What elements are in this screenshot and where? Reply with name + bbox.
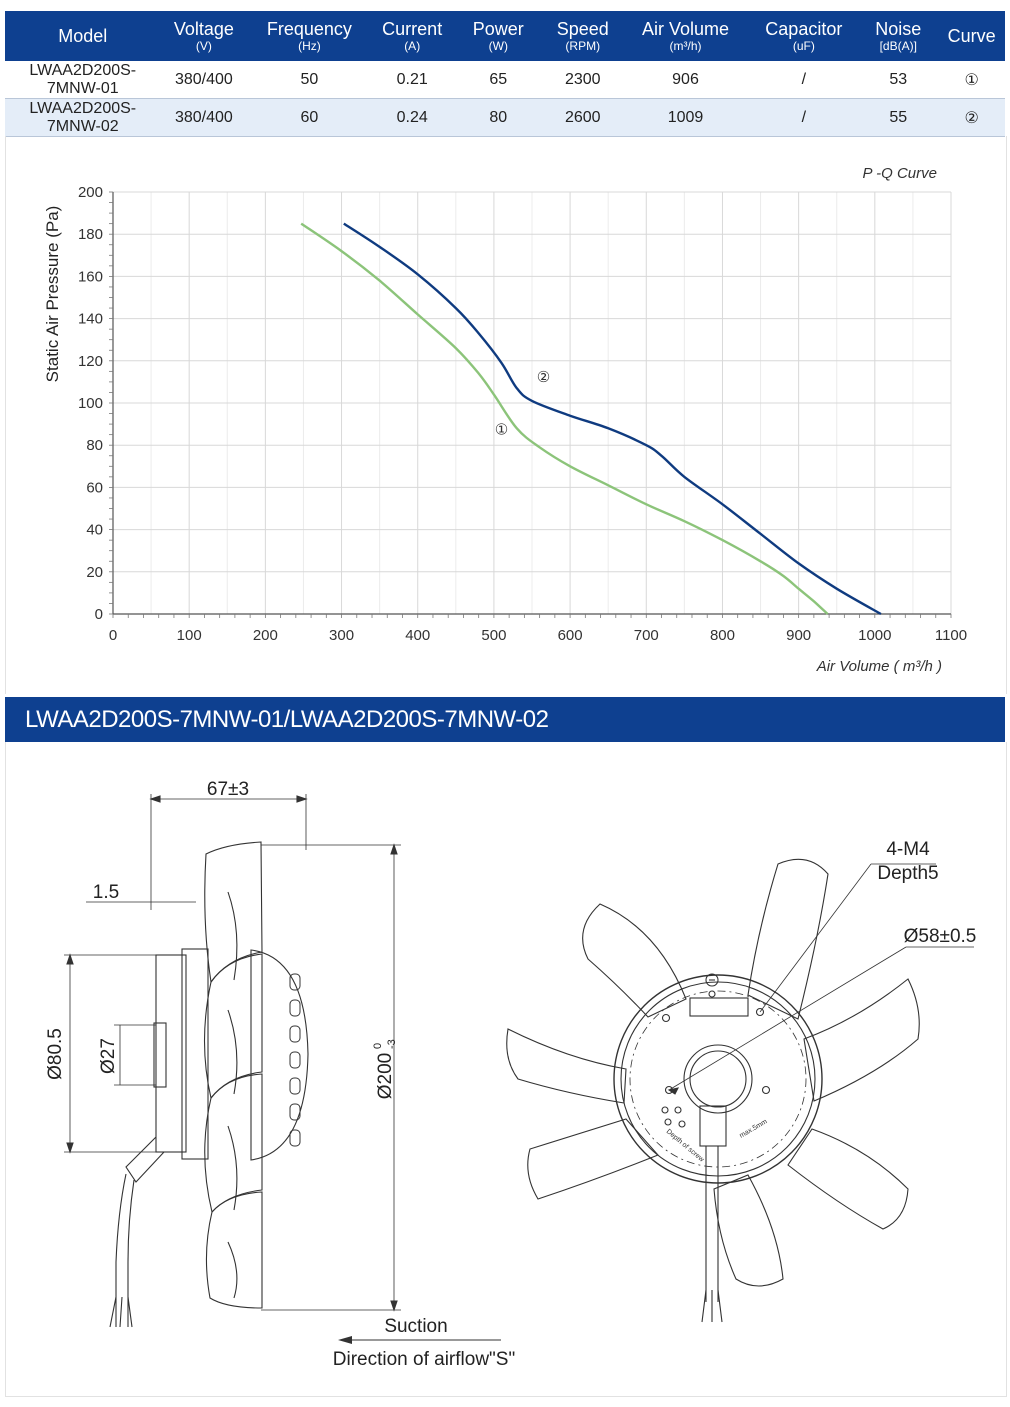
cell-air-volume: 906 bbox=[622, 61, 750, 99]
cell-capacitor: / bbox=[749, 99, 858, 137]
drawing-panel bbox=[5, 742, 1007, 1397]
chart-grid bbox=[113, 192, 951, 614]
suction-label: Suction bbox=[384, 1316, 448, 1337]
label-max-depth: max.5mm bbox=[738, 1118, 769, 1140]
cell-speed: 2600 bbox=[544, 99, 622, 137]
pq-chart-panel bbox=[5, 136, 1007, 694]
cell-voltage: 380/400 bbox=[161, 99, 248, 137]
y-tick-label: 80 bbox=[86, 437, 103, 455]
header-speed: Speed (RPM) bbox=[544, 11, 622, 61]
cell-frequency: 60 bbox=[247, 99, 371, 137]
x-axis-label: Air Volume ( m³/h ) bbox=[816, 658, 942, 675]
cell-air-volume: 1009 bbox=[622, 99, 750, 137]
header-voltage: Voltage (V) bbox=[161, 11, 248, 61]
cell-curve: ② bbox=[938, 99, 1005, 137]
y-tick-label: 60 bbox=[86, 479, 103, 497]
cell-voltage: 380/400 bbox=[161, 61, 248, 99]
cell-model: LWAA2D200S-7MNW-01 bbox=[5, 61, 161, 99]
airflow-label: Direction of airflow"S" bbox=[332, 1349, 516, 1370]
y-tick-label: 180 bbox=[77, 226, 103, 244]
dim-fan-dia-group bbox=[372, 1039, 398, 1099]
chart-axes bbox=[78, 184, 967, 644]
x-tick-label: 300 bbox=[329, 627, 355, 644]
cell-frequency: 50 bbox=[247, 61, 371, 99]
header-current: Current (A) bbox=[372, 11, 453, 61]
table-header-row bbox=[5, 11, 1005, 61]
pq-chart bbox=[6, 136, 1006, 694]
header-curve: Curve bbox=[938, 11, 1005, 61]
curve-label-2: ② bbox=[536, 367, 551, 386]
y-axis-label: Static Air Pressure (Pa) bbox=[43, 205, 62, 383]
dim-hub: Ø80.5 bbox=[45, 1028, 66, 1080]
cell-power: 65 bbox=[453, 61, 544, 99]
cell-current: 0.21 bbox=[372, 61, 453, 99]
y-tick-label: 200 bbox=[77, 184, 103, 201]
header-model: Model bbox=[5, 11, 161, 61]
x-tick-label: 1000 bbox=[858, 627, 892, 644]
airflow-arrow bbox=[338, 1336, 501, 1344]
cell-model: LWAA2D200S-7MNW-02 bbox=[5, 99, 161, 137]
cell-speed: 2300 bbox=[544, 61, 622, 99]
dim-fan-tol-lower: -3 bbox=[386, 1039, 398, 1049]
header-power: Power (W) bbox=[453, 11, 544, 61]
x-tick-label: 1100 bbox=[934, 627, 968, 644]
y-tick-label: 0 bbox=[94, 606, 103, 623]
curve-label-1: ① bbox=[494, 420, 509, 439]
y-tick-label: 140 bbox=[77, 310, 103, 328]
cell-noise: 55 bbox=[858, 99, 938, 137]
y-tick-label: 120 bbox=[77, 352, 103, 370]
header-air-volume: Air Volume (m³/h) bbox=[622, 11, 750, 61]
header-noise: Noise [dB(A)] bbox=[858, 11, 938, 61]
dim-depth: Depth5 bbox=[877, 863, 939, 884]
drawing-banner bbox=[5, 697, 1005, 742]
header-frequency: Frequency (Hz) bbox=[247, 11, 371, 61]
drawing-banner-title: LWAA2D200S-7MNW-01/LWAA2D200S-7MNW-02 bbox=[25, 706, 549, 733]
cell-curve: ① bbox=[938, 61, 1005, 99]
table-row bbox=[5, 99, 1005, 137]
x-tick-label: 900 bbox=[786, 627, 812, 644]
dim-shaft: Ø27 bbox=[98, 1038, 119, 1074]
chart-series bbox=[301, 224, 881, 614]
series-line-2 bbox=[344, 224, 881, 614]
x-tick-label: 700 bbox=[633, 627, 659, 644]
dim-width: 67±3 bbox=[206, 779, 250, 800]
label-depth-of-screw: Depth of screw bbox=[664, 1128, 705, 1164]
y-tick-label: 20 bbox=[86, 563, 103, 581]
x-tick-label: 600 bbox=[557, 627, 583, 644]
dim-fan-tol-upper: 0 bbox=[372, 1042, 384, 1049]
dim-fan-dia: Ø200 bbox=[375, 1052, 396, 1100]
cell-power: 80 bbox=[453, 99, 544, 137]
cell-capacitor: / bbox=[749, 61, 858, 99]
table-row bbox=[5, 61, 1005, 99]
header-capacitor: Capacitor (uF) bbox=[749, 11, 858, 61]
cell-current: 0.24 bbox=[372, 99, 453, 137]
x-tick-label: 500 bbox=[481, 627, 507, 644]
dim-offset: 1.5 bbox=[92, 882, 120, 903]
x-tick-label: 200 bbox=[252, 627, 278, 644]
x-tick-label: 0 bbox=[108, 627, 118, 644]
cell-noise: 53 bbox=[858, 61, 938, 99]
y-tick-label: 40 bbox=[86, 521, 103, 539]
spec-table bbox=[5, 11, 1005, 137]
x-tick-label: 400 bbox=[405, 627, 431, 644]
dim-screws: 4-M4 bbox=[886, 839, 930, 860]
series-line-1 bbox=[301, 224, 827, 614]
dim-bolt-circle: Ø58±0.5 bbox=[903, 926, 977, 947]
x-tick-label: 100 bbox=[176, 627, 202, 644]
fan-drawing bbox=[6, 742, 1006, 1396]
x-tick-label: 800 bbox=[709, 627, 735, 644]
chart-title: P -Q Curve bbox=[862, 165, 937, 182]
y-tick-label: 160 bbox=[77, 268, 103, 286]
y-tick-label: 100 bbox=[77, 395, 103, 412]
